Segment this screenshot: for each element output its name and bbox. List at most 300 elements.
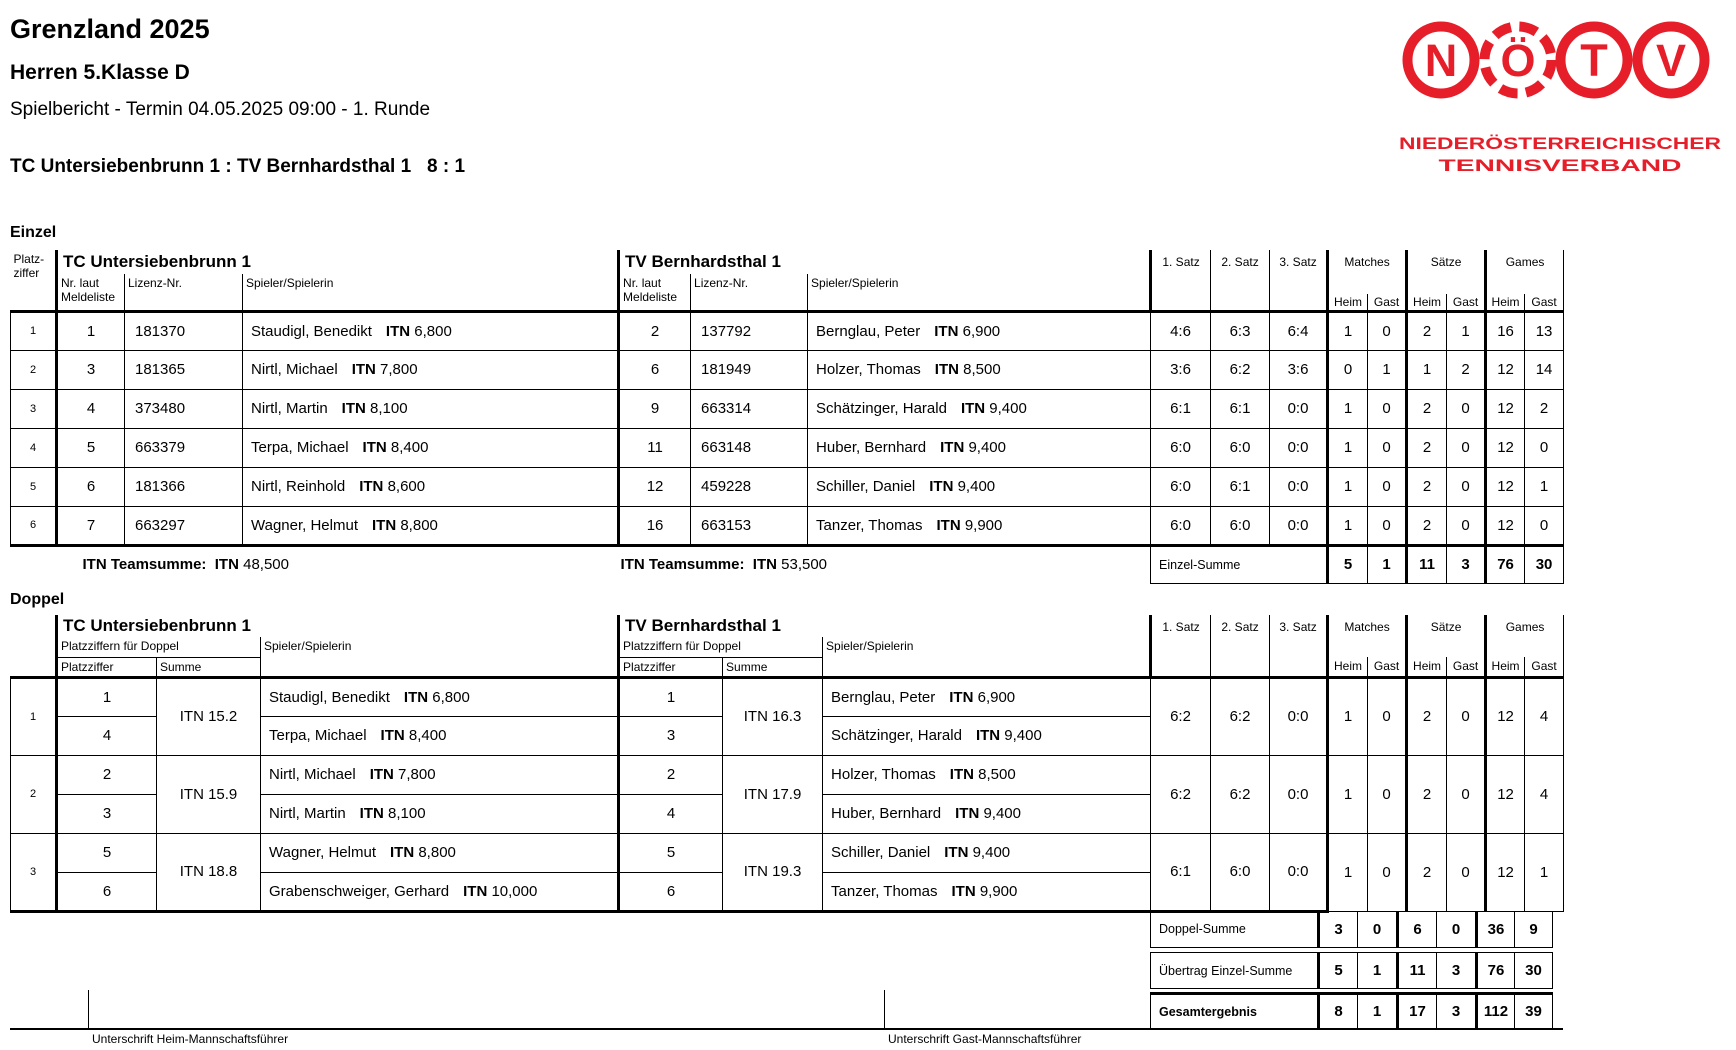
col-games-gast: Gast [1525,657,1564,677]
col-games: Games [1486,250,1564,294]
col-saetze: Sätze [1407,615,1486,657]
itn-label: ITN [949,766,974,783]
itn-rating [359,478,425,495]
player-name: Nirtl, Michael [251,361,338,378]
col-matches-gast: Gast [1368,294,1407,311]
col-home-spieler: Spieler/Spielerin [243,274,619,311]
uebertrag-matches-heim: 5 [1317,952,1357,989]
cell-saetze-gast: 0 [1447,833,1486,911]
gesamtergebnis-row [1150,992,1553,1029]
itn-rating [363,439,429,456]
cell-home-spieler-1 [261,833,619,872]
cell-guest-lizenz: 663314 [691,389,808,428]
guest-team-header: TV Bernhardsthal 1 [619,250,1151,274]
itn-rating [936,517,1002,534]
einzel-summary-row [11,545,1564,583]
guest-teamsumme [619,545,1151,583]
col-matches-gast: Gast [1368,657,1407,677]
itn-label: ITN [359,478,384,495]
itn-value: 8,800 [418,844,456,861]
logo-letter-n: N [1424,35,1458,86]
report-line: Spielbericht - Termin 04.05.2025 09:00 - 1. Runde [10,99,431,120]
itn-rating [944,844,1010,861]
signature-label-gast: Unterschrift Gast-Mannschaftsführer [888,1032,1082,1046]
teamsumme-value: 53,500 [781,556,828,574]
einzel-summe-matches-heim: 5 [1328,545,1368,583]
cell-home-spieler-2 [261,794,619,833]
cell-saetze-heim: 2 [1407,677,1447,755]
cell-home-nr: 7 [57,506,125,545]
cell-satz1: 6:0 [1151,467,1211,506]
itn-value: 9,400 [968,439,1006,456]
einzel-summe-games-gast: 30 [1525,545,1564,583]
cell-guest-lizenz: 663148 [691,428,808,467]
einzel-summe-matches-gast: 1 [1368,545,1407,583]
cell-saetze-heim: 2 [1407,467,1447,506]
teamsumme-label: ITN Teamsumme: [82,556,207,574]
einzel-row-6 [11,506,1564,545]
gesamt-saetze-gast: 3 [1436,992,1475,1029]
cell-matches-gast: 0 [1368,389,1407,428]
einzel-summe-saetze-gast: 3 [1447,545,1486,583]
cell-games-heim: 12 [1486,389,1525,428]
cell-guest-platzziffer-1: 1 [619,677,723,716]
cell-platzziffer: 5 [11,467,57,506]
doppel-summe-saetze-heim: 6 [1396,911,1436,948]
cell-matches-gast: 0 [1368,833,1407,911]
cell-satz3: 0:0 [1270,428,1328,467]
home-teamsumme [57,545,619,583]
col-saetze: Sätze [1407,250,1486,294]
cell-guest-nr: 12 [619,467,691,506]
einzel-row-3 [11,389,1564,428]
cell-home-platzziffer-2: 4 [57,716,157,755]
cell-saetze-gast: 0 [1447,677,1486,755]
cell-home-spieler [243,350,619,389]
cell-satz3: 0:0 [1270,389,1328,428]
cell-satz1: 6:0 [1151,506,1211,545]
itn-value: 8,400 [408,727,447,744]
uebertrag-saetze-gast: 3 [1436,952,1475,989]
cell-home-nr: 1 [57,311,125,350]
col-matches: Matches [1328,615,1407,657]
cell-saetze-gast: 0 [1447,506,1486,545]
logo-letter-v: V [1655,35,1687,86]
itn-value: 6,900 [962,322,1001,340]
cell-home-nr: 5 [57,428,125,467]
cell-guest-nr: 11 [619,428,691,467]
itn-label: ITN [929,478,954,495]
itn-rating [404,689,470,706]
einzel-summe-saetze-heim: 11 [1407,545,1447,583]
player-name: Wagner, Helmut [251,516,358,534]
cell-satz1: 6:2 [1151,755,1211,833]
cell-guest-spieler [808,311,1151,350]
cell-saetze-gast: 1 [1447,311,1486,350]
itn-value: 9,400 [972,844,1011,861]
cell-satz3: 0:0 [1270,755,1328,833]
cell-games-heim: 12 [1486,350,1525,389]
cell-satz1: 4:6 [1151,311,1211,350]
col-games: Games [1486,615,1564,657]
cell-games-gast: 1 [1525,467,1564,506]
itn-rating [390,844,456,861]
uebertrag-row [1150,952,1553,989]
logo-wordmark-line2: TENNISVERBAND [1438,157,1682,175]
itn-value: 8,400 [390,439,429,456]
col-nr-line2: Meldeliste [61,290,116,304]
gesamt-games-gast: 39 [1514,992,1553,1029]
cell-matches-gast: 0 [1368,428,1407,467]
itn-label: ITN [359,805,384,822]
einzel-summe-games-heim: 76 [1486,545,1525,583]
col-home-nr [57,274,125,311]
itn-rating [929,478,995,495]
doppel-summe-games-heim: 36 [1475,911,1514,948]
col-matches-heim: Heim [1328,294,1368,311]
itn-label: ITN [934,361,959,378]
itn-value: 8,600 [387,478,426,495]
itn-label: ITN [403,688,429,706]
cell-home-platzziffer-1: 5 [57,833,157,872]
cell-matches-heim: 1 [1328,677,1368,755]
gesamt-matches-gast: 1 [1357,992,1396,1029]
cell-satz3: 6:4 [1270,311,1328,350]
itn-value: 6,800 [414,322,452,340]
cell-guest-summe: ITN 17.9 [723,755,823,833]
cell-matches-gast: 1 [1368,350,1407,389]
player-name: Schätzinger, Harald [816,400,947,417]
cell-satz2: 6:0 [1211,506,1270,545]
itn-rating [976,727,1042,744]
cell-guest-spieler [808,506,1151,545]
page-title: Grenzland 2025 [10,14,210,44]
col-guest-platzziffern-doppel: Platzziffern für Doppel [619,637,823,657]
logo-wordmark-line1: NIEDERÖSTERREICHISCHER [1399,135,1632,153]
cell-games-heim: 12 [1486,677,1525,755]
cell-guest-lizenz: 137792 [691,311,808,350]
itn-value: 9,400 [989,400,1027,417]
col-guest-platzziffer: Platzziffer [619,657,723,677]
cell-platzziffer: 6 [11,506,57,545]
player-name: Grabenschweiger, Gerhard [269,882,450,900]
itn-rating [950,766,1016,783]
cell-matches-gast: 0 [1368,506,1407,545]
gesamt-matches-heim: 8 [1317,992,1357,1029]
home-team-header: TC Untersiebenbrunn 1 [57,615,619,637]
cell-home-nr: 3 [57,350,125,389]
itn-value: 6,800 [432,688,470,706]
cell-matches-gast: 0 [1368,467,1407,506]
itn-label: ITN [955,805,980,822]
cell-saetze-heim: 2 [1407,311,1447,350]
footer-rule [10,1028,1563,1030]
doppel-summe-games-gast: 9 [1514,911,1553,948]
gesamtergebnis-label: Gesamtergebnis [1150,992,1317,1029]
itn-rating [372,517,438,534]
uebertrag-matches-gast: 1 [1357,952,1396,989]
cell-home-spieler [243,506,619,545]
cell-satz3: 0:0 [1270,506,1328,545]
player-name: Huber, Bernhard [816,439,927,456]
player-name: Nirtl, Reinhold [251,478,346,495]
home-team-header: TC Untersiebenbrunn 1 [57,250,619,274]
itn-value: 10,000 [491,882,538,900]
cell-games-gast: 2 [1525,389,1564,428]
itn-label: ITN [951,882,976,900]
cell-games-gast: 4 [1525,755,1564,833]
itn-value: 7,800 [398,766,436,783]
cell-guest-platzziffer-2: 3 [619,716,723,755]
spacer-cell [11,615,57,677]
itn-value: 8,500 [978,766,1016,783]
player-name: Staudigl, Benedikt [269,688,390,706]
player-name: Schiller, Daniel [831,844,931,861]
doppel-header-row3 [11,657,1564,677]
uebertrag-games-gast: 30 [1514,952,1553,989]
cell-home-lizenz: 663379 [125,428,243,467]
itn-label: ITN [940,439,965,456]
itn-label: ITN [372,516,397,534]
cell-satz2: 6:2 [1211,350,1270,389]
cell-satz2: 6:0 [1211,428,1270,467]
cell-home-lizenz: 181365 [125,350,243,389]
itn-label: ITN [752,556,777,574]
itn-rating [961,400,1027,417]
itn-value: 9,400 [983,805,1021,822]
col-guest-lizenz: Lizenz-Nr. [691,274,808,311]
cell-satz3: 3:6 [1270,350,1328,389]
col-nr-line1: Nr. laut [61,276,100,290]
itn-label: ITN [936,516,961,534]
guest-team-header: TV Bernhardsthal 1 [619,615,1151,637]
league-title: Herren 5.Klasse D [10,61,190,84]
doppel-header-row1 [11,615,1564,637]
cell-guest-summe: ITN 16.3 [723,677,823,755]
player-name: Terpa, Michael [251,439,349,456]
col-guest-spieler: Spieler/Spielerin [808,274,1151,311]
cell-guest-nr: 9 [619,389,691,428]
cell-home-nr: 4 [57,389,125,428]
cell-matches-heim: 1 [1328,311,1368,350]
col-home-platzziffer: Platzziffer [57,657,157,677]
teamsumme-label: ITN Teamsumme: [620,556,745,574]
cell-guest-platzziffer-1: 5 [619,833,723,872]
itn-rating [463,883,537,900]
match-result-line: TC Untersiebenbrunn 1 : TV Bernhardsthal 1 8 : 1 [10,156,466,177]
player-name: Nirtl, Martin [269,805,346,822]
doppel-summe-label: Doppel-Summe [1150,911,1317,948]
cell-matches-heim: 0 [1328,350,1368,389]
itn-rating [955,805,1021,822]
col-guest-nr [619,274,691,311]
itn-value: 9,400 [1004,727,1042,744]
cell-guest-spieler-2 [823,716,1151,755]
cell-platzziffer: 1 [11,311,57,350]
cell-games-heim: 12 [1486,467,1525,506]
cell-satz2: 6:0 [1211,833,1270,911]
cell-matches-heim: 1 [1328,833,1368,911]
cell-home-platzziffer-2: 6 [57,872,157,911]
cell-guest-lizenz: 663153 [691,506,808,545]
itn-label: ITN [351,361,376,378]
einzel-row-2 [11,350,1564,389]
cell-home-spieler [243,389,619,428]
itn-value: 7,800 [380,361,418,378]
cell-guest-spieler [808,350,1151,389]
einzel-header-row1 [11,250,1564,274]
itn-label: ITN [385,322,411,340]
cell-home-lizenz: 373480 [125,389,243,428]
cell-platzziffer: 2 [11,755,57,833]
col-games-heim: Heim [1486,657,1525,677]
itn-label: ITN [934,322,959,340]
col-saetze-gast: Gast [1447,294,1486,311]
cell-saetze-heim: 2 [1407,428,1447,467]
einzel-section-label: Einzel [10,224,57,241]
itn-rating [352,361,418,378]
col-games-heim: Heim [1486,294,1525,311]
col-home-spieler: Spieler/Spielerin [261,637,619,677]
doppel-pair-1-row-a [11,677,1564,716]
col-nr-line1: Nr. laut [623,276,662,290]
cell-platzziffer: 4 [11,428,57,467]
itn-value: 8,100 [388,805,426,822]
cell-satz2: 6:2 [1211,755,1270,833]
cell-saetze-gast: 2 [1447,350,1486,389]
gesamt-games-heim: 112 [1475,992,1514,1029]
cell-home-lizenz: 663297 [125,506,243,545]
cell-games-gast: 1 [1525,833,1564,911]
player-name: Bernglau, Peter [816,322,921,340]
cell-games-gast: 4 [1525,677,1564,755]
cell-home-summe: ITN 15.2 [157,677,261,755]
cell-saetze-heim: 1 [1407,350,1447,389]
cell-guest-nr: 16 [619,506,691,545]
cell-saetze-heim: 2 [1407,506,1447,545]
itn-value: 9,900 [964,516,1003,534]
col-satz1: 1. Satz [1151,615,1211,677]
doppel-summe-matches-gast: 0 [1357,911,1396,948]
cell-guest-nr: 6 [619,350,691,389]
itn-value: 6,900 [977,688,1016,706]
cell-home-lizenz: 181370 [125,311,243,350]
cell-saetze-gast: 0 [1447,755,1486,833]
cell-home-lizenz: 181366 [125,467,243,506]
col-games-gast: Gast [1525,294,1564,311]
cell-games-gast: 14 [1525,350,1564,389]
cell-home-spieler-2 [261,716,619,755]
cell-guest-platzziffer-2: 4 [619,794,723,833]
cell-satz1: 6:2 [1151,677,1211,755]
cell-guest-spieler-1 [823,755,1151,794]
gesamt-saetze-heim: 17 [1396,992,1436,1029]
doppel-table [10,615,1564,913]
col-guest-summe: Summe [723,657,823,677]
col-satz3: 3. Satz [1270,615,1328,677]
teamsumme-value: 48,500 [243,556,289,574]
cell-games-heim: 12 [1486,506,1525,545]
doppel-pair-3-row-a [11,833,1564,872]
itn-label: ITN [949,688,974,706]
col-home-lizenz: Lizenz-Nr. [125,274,243,311]
cell-platzziffer: 1 [11,677,57,755]
col-satz3: 3. Satz [1270,250,1328,311]
noetv-logo [1395,18,1725,178]
player-name: Schiller, Daniel [816,478,916,495]
doppel-summe-matches-heim: 3 [1317,911,1357,948]
cell-home-platzziffer-2: 3 [57,794,157,833]
cell-saetze-gast: 0 [1447,428,1486,467]
cell-games-gast: 13 [1525,311,1564,350]
cell-guest-spieler-2 [823,794,1151,833]
spacer-cell [11,545,57,583]
cell-satz1: 6:0 [1151,428,1211,467]
cell-platzziffer: 3 [11,389,57,428]
cell-home-spieler [243,428,619,467]
cell-satz2: 6:2 [1211,677,1270,755]
itn-rating [949,689,1015,706]
logo-letter-oe: Ö [1500,35,1536,86]
itn-label: ITN [463,882,488,900]
cell-guest-spieler [808,389,1151,428]
uebertrag-label: Übertrag Einzel-Summe [1150,952,1317,989]
itn-value: 8,800 [400,516,438,534]
player-name: Tanzer, Thomas [831,882,938,900]
player-name: Wagner, Helmut [269,844,376,861]
col-saetze-heim: Heim [1407,657,1447,677]
doppel-pair-2-row-a [11,755,1564,794]
cell-satz2: 6:1 [1211,467,1270,506]
einzel-row-1 [11,311,1564,350]
itn-rating [360,805,426,822]
itn-rating [951,883,1017,900]
cell-home-platzziffer-1: 2 [57,755,157,794]
col-saetze-gast: Gast [1447,657,1486,677]
cell-guest-spieler [808,428,1151,467]
cell-saetze-gast: 0 [1447,467,1486,506]
signature-label-home: Unterschrift Heim-Mannschaftsführer [92,1032,289,1046]
cell-saetze-heim: 2 [1407,389,1447,428]
player-name: Holzer, Thomas [831,766,936,783]
signature-tick-gast [884,990,885,1028]
player-name: Staudigl, Benedikt [251,322,372,340]
col-satz2: 2. Satz [1211,615,1270,677]
itn-value: 8,500 [963,361,1001,378]
itn-label: ITN [960,400,986,417]
col-saetze-heim: Heim [1407,294,1447,311]
player-name: Holzer, Thomas [816,361,921,378]
cell-home-spieler-1 [261,677,619,716]
cell-home-spieler-2 [261,872,619,911]
cell-guest-platzziffer-1: 2 [619,755,723,794]
cell-platzziffer: 3 [11,833,57,911]
doppel-summe-saetze-gast: 0 [1436,911,1475,948]
cell-home-spieler [243,311,619,350]
col-guest-spieler: Spieler/Spielerin [823,637,1151,677]
player-name: Schätzinger, Harald [831,727,962,744]
itn-rating [381,727,447,744]
col-platzziffer-line1: Platz- [13,252,45,266]
doppel-section-label: Doppel [10,591,65,608]
itn-rating [386,323,452,340]
doppel-summe-row [1150,911,1553,948]
cell-home-summe: ITN 18.8 [157,833,261,911]
cell-satz2: 6:1 [1211,389,1270,428]
col-satz2: 2. Satz [1211,250,1270,311]
logo-letter-t: T [1580,35,1608,86]
cell-saetze-gast: 0 [1447,389,1486,428]
